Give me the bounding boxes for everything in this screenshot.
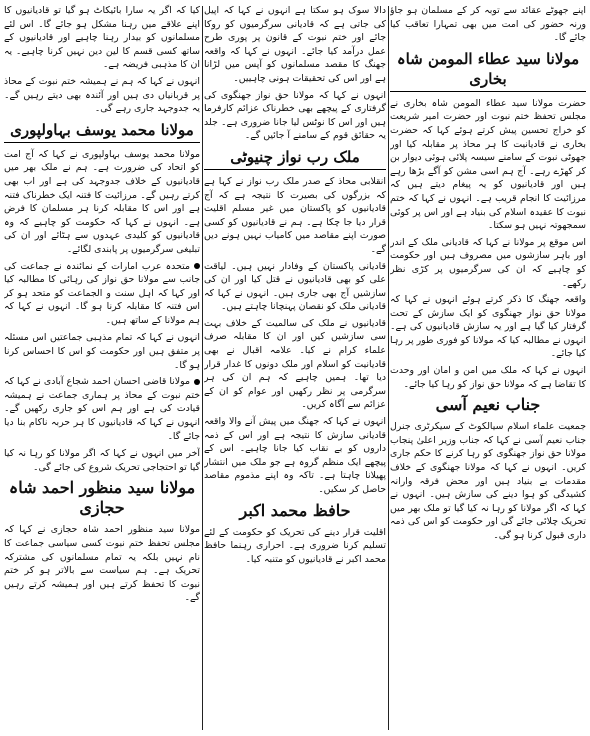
middle-column xyxy=(204,4,386,732)
middle-paragraph-3: انقلابی محاذ کے صدر ملک رب نواز نے کہا ہے کہ بزرگوں کی بصیرت کا نتیجہ ہے کہ آج قادیانیوں کو پاکستان میں غیر مسلم اقلیت قرار دیا جا چکا ہے۔ ہم نے قادیانیوں کو کسی صورت اپنے مقاصد میں کامیاب نہیں ہونے دیں گے۔ xyxy=(204,175,386,255)
left-paragraph-5: آخر میں انہوں نے کہا کہ اگر مولانا کو رہا نہ کیا گیا تو احتجاجی تحریک شروع کی جائے گی۔ xyxy=(4,448,200,473)
bullet-text-2: مولانا قاضی احسان احمد شجاع آبادی نے کہا کہ ختم نبوت کے محاذ پر ہماری جماعت نے ہمیشہ قیادت کی ہے اور ہم اس کو جاری رکھیں گے۔ انہوں نے کہا کہ قادیانیوں کا ہر حربہ ناکام بنا دیا جائے گا۔ xyxy=(4,376,200,442)
right-paragraph-2: حضرت مولانا سید عطاء المومن شاہ بخاری نے مجلس تحفظ ختم نبوت اور حضرت امیر شریعت کو خراج تحسین پیش کرتے ہوئے کہا کہ حضرت بخاری نے قادیانیت کا ہر محاذ پر مقابلہ کیا اور جھوٹی نبوت کے سامنے سیسہ پلائی ہوئی دیوار بن کر کھڑے رہے۔ آج ہم اسی مشن کو آگے بڑھا رہے ہیں اور قادیانیوں کو یہ پیغام دیتے ہیں کہ مرزائیت کا انجام قریب ہے۔ انہوں نے کہا کہ ختم نبوت کا عقیدہ اسلام کی بنیاد ہے اور اس پر کوئی سمجھوتہ نہیں ہو سکتا۔ xyxy=(390,97,586,232)
middle-paragraph-5: قادیانیوں نے ملک کی سالمیت کے خلاف بہت سی سازشیں کیں اور ان کا مقابلہ صرف علماء کرام نے کیا۔ علامہ اقبال نے بھی قادیانیت کو اسلام اور ملک دونوں کا غدار قرار دیا تھا۔ ہمیں چاہیے کہ ہم ان کی ہر سرگرمی پر نظر رکھیں اور عوام کو ان کے عزائم سے آگاہ کریں۔ xyxy=(204,317,386,411)
headline-ata-ul-momin: مولانا سید عطاء المومن شاہ بخاری xyxy=(390,49,586,92)
headline-manzoor-hijazi: مولانا سید منظور احمد شاہ حجازی xyxy=(8,478,196,518)
left-bullet-paragraph-1 xyxy=(4,260,200,328)
middle-paragraph-4: قادیانی پاکستان کے وفادار نہیں ہیں۔ لیاقت علی کو بھی قادیانیوں نے قتل کیا اور ان کی سازشیں آج بھی جاری ہیں۔ انہوں نے کہا کہ قادیانی ملک کو نقصان پہنچانا چاہتے ہیں۔ xyxy=(204,260,386,313)
headline-malik-rab-nawaz: ملک رب نواز چنیوٹی xyxy=(204,147,386,170)
column-divider xyxy=(388,6,389,730)
right-column xyxy=(390,4,586,732)
column-divider xyxy=(202,6,203,730)
left-paragraph-3: مولانا محمد یوسف بہاولپوری نے کہا کہ آج امت کو اتحاد کی ضرورت ہے۔ ہم نے ملک بھر میں قادیانیوں کے خلاف جدوجہد کی ہے اور اب بھی کرتے رہیں گے۔ مرزائیت کا فتنہ ایک خطرناک فتنہ ہے اور اس کا مقابلہ کرنا ہر مسلمان کا فرض ہے۔ انہوں نے کہا کہ حکومت کو چاہیے کہ وہ قادیانیوں کو کلیدی عہدوں سے ہٹائے اور ان کی تبلیغی سرگرمیوں پر پابندی لگائے۔ xyxy=(4,148,200,255)
left-column xyxy=(4,4,200,732)
middle-paragraph-2: انہوں نے کہا کہ مولانا حق نواز جھنگوی کی گرفتاری کے پیچھے بھی خطرناک عزائم کارفرما ہیں اور اس کا نوٹس لیا جانا ضروری ہے۔ جلد یہ حقائق قوم کے سامنے آ جائیں گے۔ xyxy=(204,89,386,142)
bullet-text-1: متحدہ عرب امارات کے نمائندہ نے جماعت کی جانب سے مولانا حق نواز کی رہائی کا مطالبہ کیا اور کہا کہ اہل سنت و الجماعت کو متحد ہو کر اس فتنہ کا مقابلہ کرنا ہو گا۔ انہوں نے کہا کہ ہم مولانا کے ساتھ ہیں۔ xyxy=(4,260,200,326)
left-paragraph-4: انہوں نے کہا کہ تمام مذہبی جماعتیں اس مسئلہ پر متفق ہیں اور حکومت کو اس کا احساس کرنا ہو گا۔ xyxy=(4,332,200,371)
bullet-icon xyxy=(194,379,200,385)
bullet-icon xyxy=(194,263,200,269)
left-paragraph-1: کیا کہ اگر یہ سارا بائیکاٹ ہو گیا تو قادیانیوں کا اپنے علاقے میں رہنا مشکل ہو جائے گا۔ اس لئے مسلمانوں کو بیدار رہنا چاہیے اور قادیانیوں کے ساتھ کسی قسم کا لین دین نہیں کرنا چاہیے۔ یہ ان کا مذہبی فریضہ ہے۔ xyxy=(4,5,200,71)
left-bullet-paragraph-2 xyxy=(4,375,200,443)
right-paragraph-3: اس موقع پر مولانا نے کہا کہ قادیانی ملک کے اندر اور باہر سازشوں میں مصروف ہیں اور حکومت کو چاہیے کہ ان کی سرگرمیوں پر کڑی نظر رکھے۔ xyxy=(390,236,586,289)
headline-hafiz-akbar: حافظ محمد اکبر xyxy=(239,500,351,520)
headline-naeem-aasi: جناب نعیم آسی xyxy=(435,395,541,415)
right-paragraph-6: جمعیت علماء اسلام سیالکوٹ کے سیکرٹری جنرل جناب نعیم آسی نے کہا کہ جناب وزیر اعلیٰ پنجاب مولانا حق نواز جھنگوی کو رہا کرنے کا حکم جاری کریں۔ انہوں نے کہا کہ مولانا جھنگوی کے خلاف مقدمات بے بنیاد ہیں اور محض فرقہ وارانہ کشیدگی کو ہوا دینے کی سازش ہیں۔ انہوں نے کہا کہ اگر مولانا کو رہا نہ کیا گیا تو ملک بھر میں تحریک چلائی جائے گی اور حکومت کو اس کی ذمہ داری قبول کرنا ہو گی۔ xyxy=(390,421,586,541)
middle-paragraph-1: دالا سوک ہو سکتا ہے انہوں نے کہا کہ اپیل کی جاتی ہے کہ قادیانی سرگرمیوں کو روکا جائے اور ختم نبوت کے قانون پر پوری طرح عمل درآمد کیا جائے۔ انہوں نے کہا کہ واقعہ جھنگ کا مقصد مسلمانوں کو آپس میں لڑانا ہے اور اس کی تحقیقات ہونی چاہییں۔ xyxy=(204,5,386,84)
headline-yusuf-bahawalpuri: مولانا محمد یوسف بہاولپوری xyxy=(4,120,200,143)
right-paragraph-1: اپنے جھوٹے عقائد سے توبہ کر کے مسلمان ہو جاؤ ورنہ حضور کی امت میں بھی تمہارا تعاقب کیا جائے گا۔ xyxy=(390,5,586,44)
right-paragraph-4: واقعہ جھنگ کا ذکر کرتے ہوئے انہوں نے کہا کہ مولانا حق نواز جھنگوی کو ایک سازش کے تحت گرفتار کیا گیا ہے اور یہ سازش قادیانیوں کی ہے۔ انہوں نے مطالبہ کیا کہ مولانا کو فوری طور پر رہا کیا جائے۔ xyxy=(390,294,586,360)
right-paragraph-5: انہوں نے کہا کہ ملک میں امن و امان اور وحدت کا تقاضا ہے کہ مولانا حق نواز کو رہا کیا جائے۔ xyxy=(390,365,586,390)
left-paragraph-6: مولانا سید منظور احمد شاہ حجازی نے کہا کہ مجلس تحفظ ختم نبوت کسی سیاسی جماعت کا نام نہیں بلکہ یہ تمام مسلمانوں کی مشترکہ تحریک ہے۔ ہم سیاست سے بالاتر ہو کر ختم نبوت کا تحفظ کرتے ہیں اور ہمیشہ کرتے رہیں گے۔ xyxy=(4,524,200,604)
left-paragraph-2: انہوں نے کہا کہ ہم نے ہمیشہ ختم نبوت کے محاذ پر قربانیاں دی ہیں اور آئندہ بھی دیتے رہیں گے۔ یہ جدوجہد جاری رہے گی۔ xyxy=(4,75,200,115)
middle-paragraph-6: انہوں نے کہا کہ جھنگ میں پیش آنے والا واقعہ قادیانی سازش کا نتیجہ ہے اور اس کے ذمہ داروں کو بے نقاب کیا جانا چاہیے۔ اس کے پیچھے ایک منظم گروہ ہے جو ملک میں انتشار پھیلانا چاہتا ہے۔ تاکہ وہ اپنے مذموم مقاصد حاصل کر سکیں۔ xyxy=(204,416,386,495)
middle-paragraph-7: اقلیت قرار دینے کی تحریک کو حکومت کے لئے تسلیم کرنا ضروری ہے۔ احراری رہنما حافظ محمد اکبر نے قادیانیوں کو متنبہ کیا۔ xyxy=(204,526,386,565)
